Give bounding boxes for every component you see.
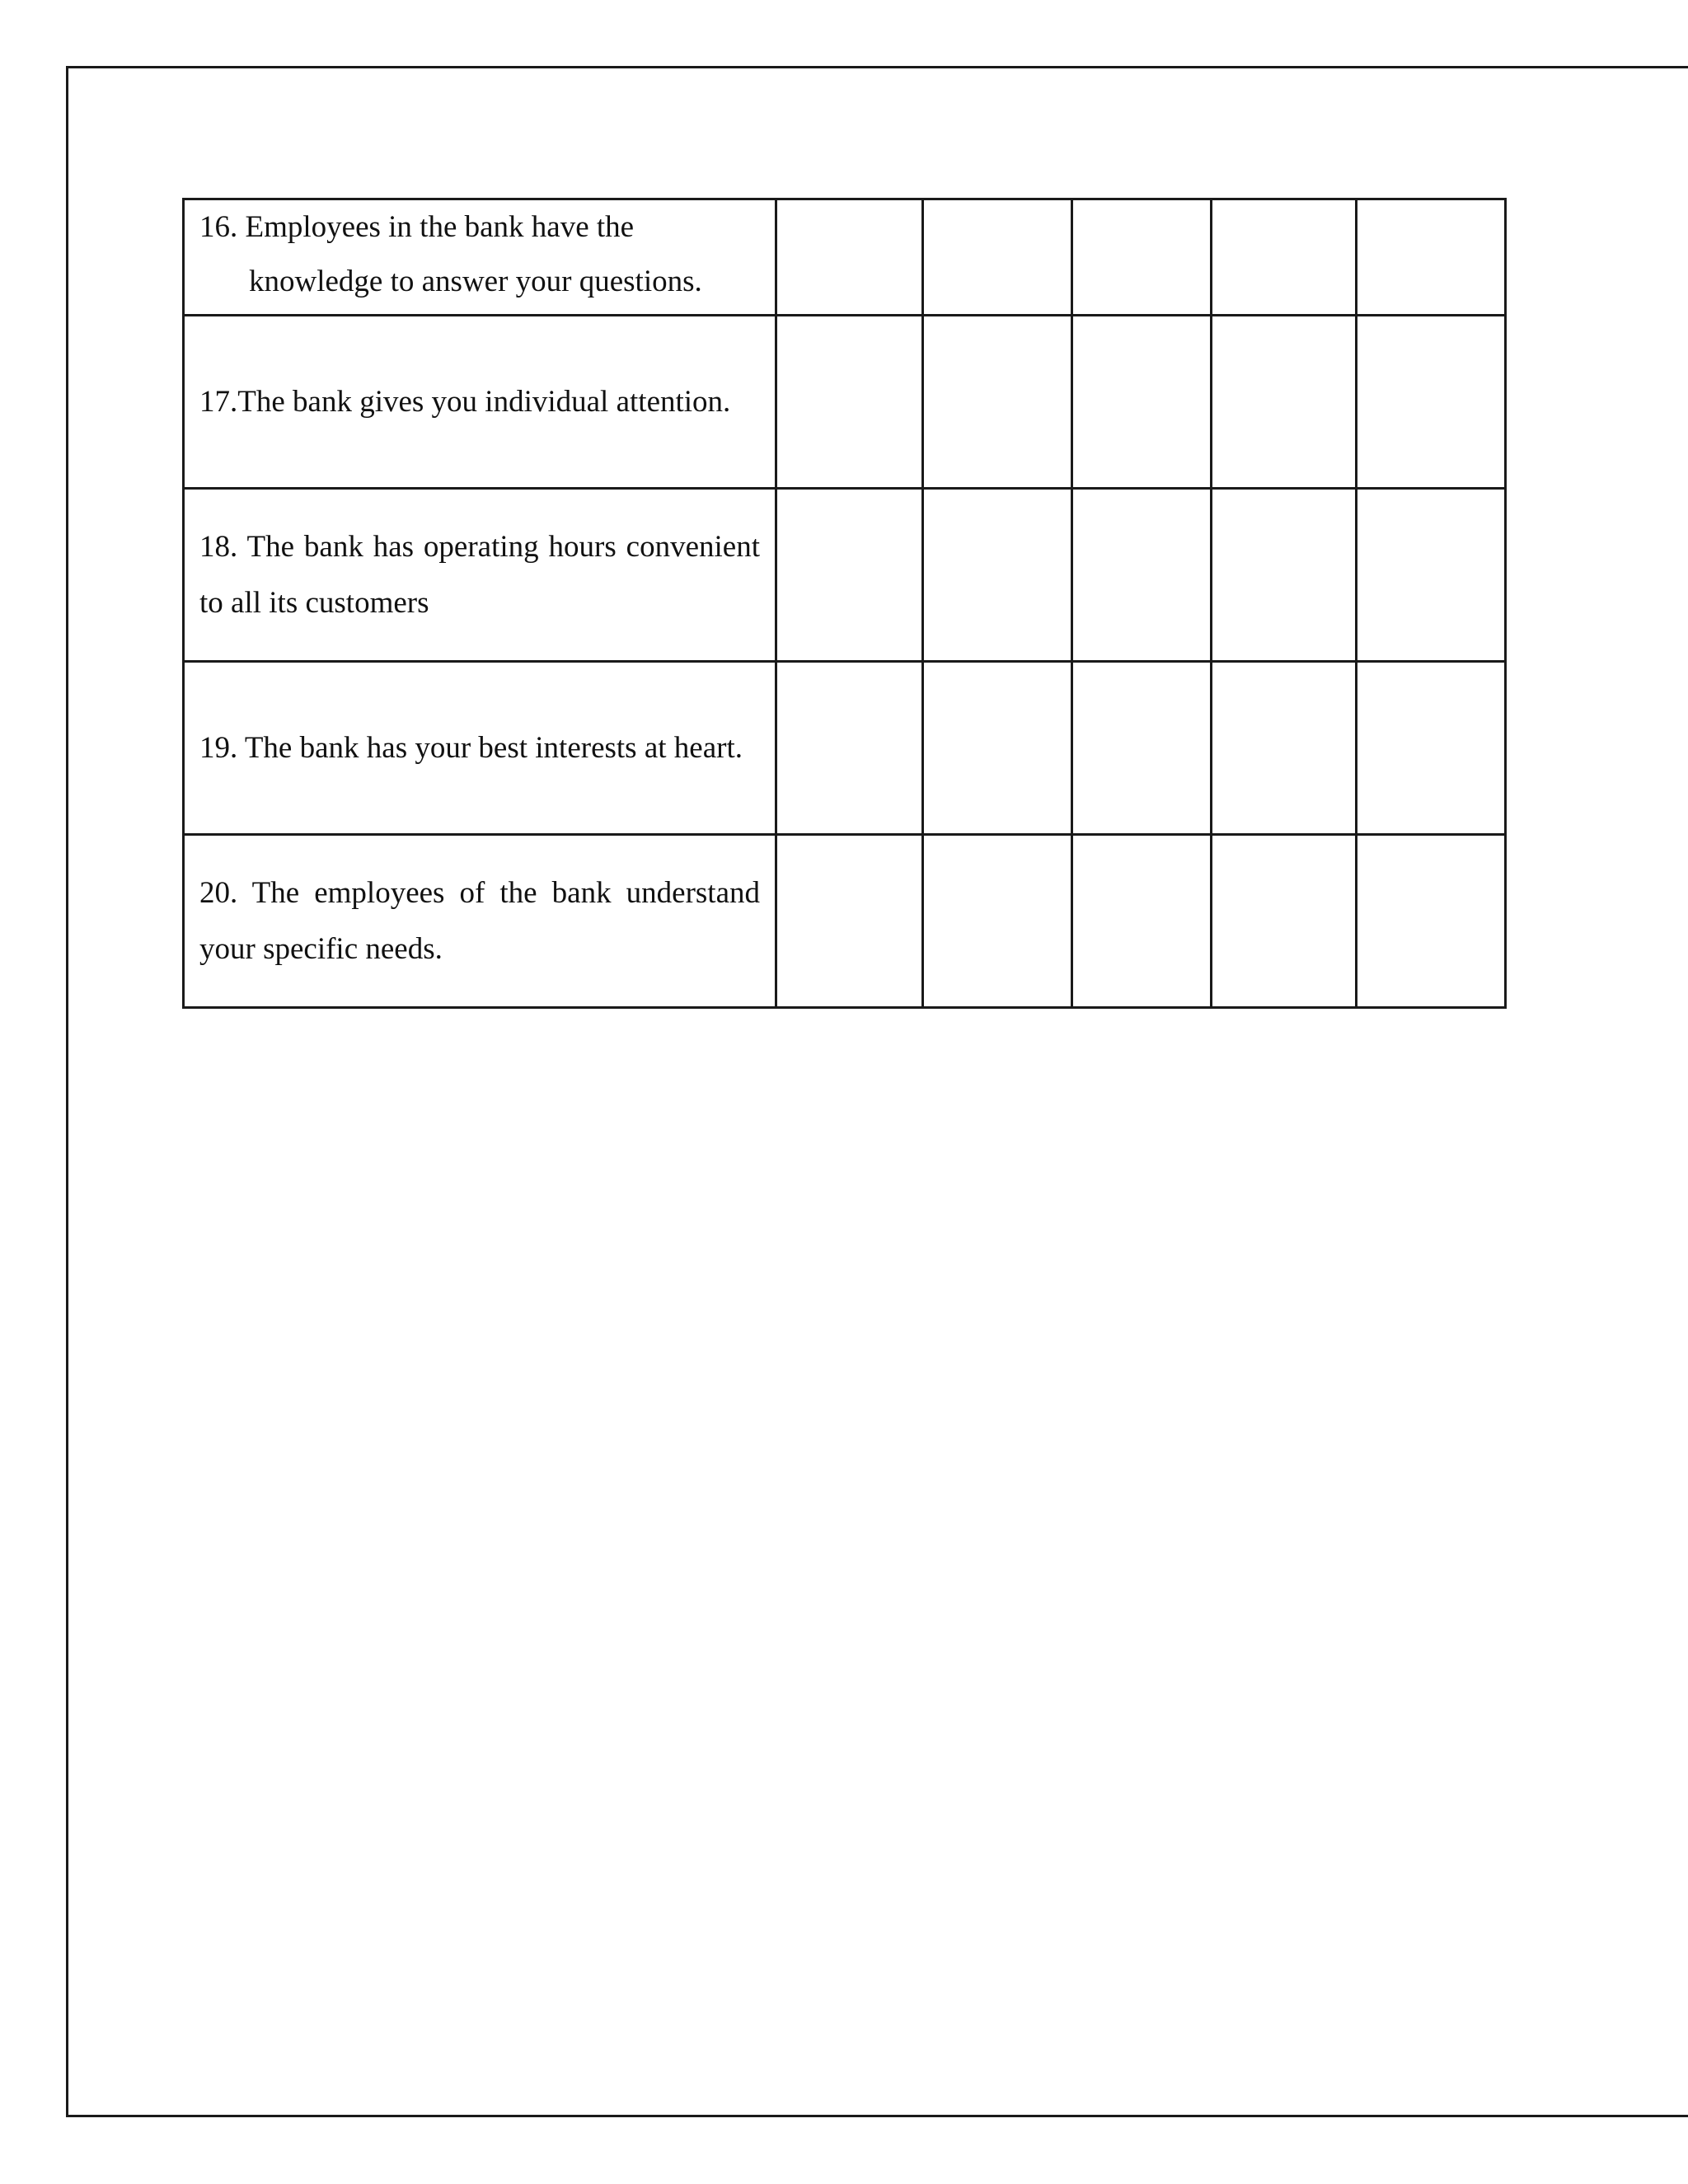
question-text: 20. The employees of the bank understand your specific needs. [199,875,760,966]
answer-cell[interactable] [1212,835,1357,1008]
answer-cell[interactable] [1357,662,1506,835]
answer-cell[interactable] [1357,835,1506,1008]
answer-cell[interactable] [1212,316,1357,489]
answer-cell[interactable] [1072,199,1212,316]
answer-cell[interactable] [776,835,923,1008]
answer-cell[interactable] [776,489,923,662]
answer-cell[interactable] [776,662,923,835]
table-row [184,835,1506,1008]
answer-cell[interactable] [1212,662,1357,835]
question-cell [184,662,776,835]
table-row [184,199,1506,316]
answer-cell[interactable] [1212,199,1357,316]
question-text: 17.The bank gives you individual attention. [199,384,731,419]
table-row [184,316,1506,489]
answer-cell[interactable] [923,316,1072,489]
answer-cell[interactable] [923,662,1072,835]
answer-cell[interactable] [1072,835,1212,1008]
answer-cell[interactable] [923,835,1072,1008]
answer-cell[interactable] [1357,489,1506,662]
question-text-continuation: knowledge to answer your questions. [249,265,702,298]
answer-cell[interactable] [923,199,1072,316]
answer-cell[interactable] [776,316,923,489]
answer-cell[interactable] [1357,199,1506,316]
answer-cell[interactable] [1072,489,1212,662]
question-cell [184,199,776,316]
table-row [184,489,1506,662]
answer-cell[interactable] [1072,316,1212,489]
answer-cell[interactable] [776,199,923,316]
survey-table [182,198,1507,1009]
question-text: 16. Employees in the bank have the [199,210,635,244]
question-cell [184,316,776,489]
answer-cell[interactable] [1357,316,1506,489]
question-cell [184,835,776,1008]
table-row [184,662,1506,835]
question-cell [184,489,776,662]
question-text: 18. The bank has operating hours convenient to all its customers [199,529,760,620]
question-text: 19. The bank has your best interests at heart. [199,730,743,765]
answer-cell[interactable] [1072,662,1212,835]
answer-cell[interactable] [923,489,1072,662]
answer-cell[interactable] [1212,489,1357,662]
